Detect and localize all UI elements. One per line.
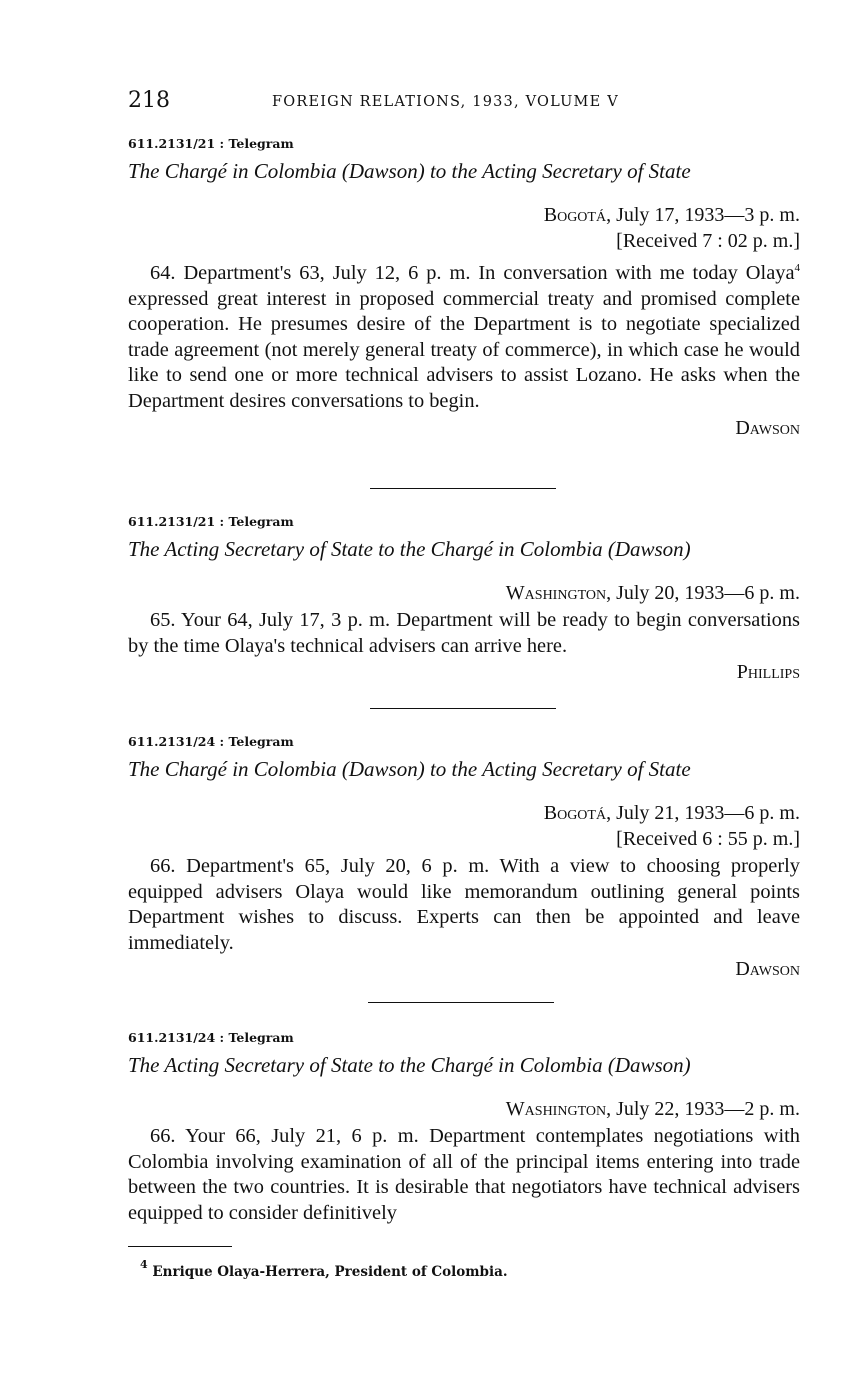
- telegram-entry: [128, 734, 800, 982]
- file-reference: 611.2131/21 : Telegram: [128, 514, 294, 529]
- dateline: [128, 1096, 800, 1122]
- dateline: [128, 580, 800, 606]
- dateline-place: Washington,: [505, 1098, 612, 1120]
- footnote-reference[interactable]: 4: [794, 262, 800, 274]
- footnote: [140, 1258, 508, 1280]
- document-title: The Chargé in Colombia (Dawson) to the Acting Secretary of State: [128, 757, 691, 781]
- footnote-text: Enrique Olaya-Herrera, President of Colombia.: [147, 1264, 508, 1280]
- dateline-place: Bogotá,: [543, 802, 612, 824]
- dateline-time: July 20, 1933—6 p. m.: [611, 582, 800, 604]
- page-number: 218: [128, 88, 170, 113]
- section-divider: [370, 488, 556, 489]
- document-title: The Acting Secretary of State to the Chargé in Colombia (Dawson): [128, 537, 691, 561]
- dateline-time: July 17, 1933—3 p. m.: [611, 204, 800, 226]
- dateline-time: July 22, 1933—2 p. m.: [611, 1098, 800, 1120]
- signature: Dawson: [735, 958, 800, 981]
- footnote-mark: 4: [140, 1258, 148, 1271]
- telegram-body: 66. Your 66, July 21, 6 p. m. Department contemplates negotiations with Colombia involving examination of all of the principal items entering into trade between the two countries. It is desirable that negotiators have technical advisers equipped to consider definitively: [128, 1125, 800, 1224]
- telegram-body: 66. Department's 65, July 20, 6 p. m. With a view to choosing properly equipped advisers Olaya would like memorandum outlining general points Department wishes to discuss. Experts can then be appointed and leave immediately.: [128, 855, 800, 954]
- footnote-divider: [128, 1246, 232, 1247]
- page-header: [128, 88, 800, 120]
- signature: Phillips: [736, 661, 800, 684]
- telegram-body: 65. Your 64, July 17, 3 p. m. Department will be ready to begin conversations by the time Olaya's technical advisers can arrive here.: [128, 609, 800, 657]
- received-note: [Received 7 : 02 p. m.]: [616, 230, 800, 252]
- body-text: 64. Department's 63, July 12, 6 p. m. In conversation with me today Olaya: [150, 262, 795, 284]
- dateline: [128, 800, 800, 826]
- received-note: [Received 6 : 55 p. m.]: [616, 828, 800, 850]
- section-divider: [370, 708, 556, 709]
- signature: Dawson: [735, 416, 800, 439]
- document-title: The Acting Secretary of State to the Chargé in Colombia (Dawson): [128, 1053, 691, 1077]
- dateline-place: Bogotá,: [543, 204, 612, 226]
- document-title: The Chargé in Colombia (Dawson) to the Acting Secretary of State: [128, 159, 691, 183]
- telegram-entry: [128, 514, 800, 685]
- telegram-entry: [128, 1030, 800, 1226]
- file-reference: 611.2131/24 : Telegram: [128, 734, 294, 749]
- dateline-place: Washington,: [505, 582, 612, 604]
- telegram-body: [128, 256, 800, 415]
- dateline-time: July 21, 1933—6 p. m.: [611, 802, 800, 824]
- body-text-continued: expressed great interest in proposed commercial treaty and promised complete cooperation. He presumes desire of the Department is to negotiate specialized trade agreement (not merely general treaty of commerce), in which case he would like to send one or more technical advisers to assist Lozano. He asks when the Department desires conversations to begin.: [128, 287, 800, 412]
- file-reference: 611.2131/24 : Telegram: [128, 1030, 294, 1045]
- section-divider: [368, 1002, 554, 1003]
- file-reference: 611.2131/21 : Telegram: [128, 136, 294, 151]
- running-title: FOREIGN RELATIONS, 1933, VOLUME V: [272, 94, 619, 110]
- telegram-entry: [128, 136, 800, 441]
- dateline: [128, 202, 800, 228]
